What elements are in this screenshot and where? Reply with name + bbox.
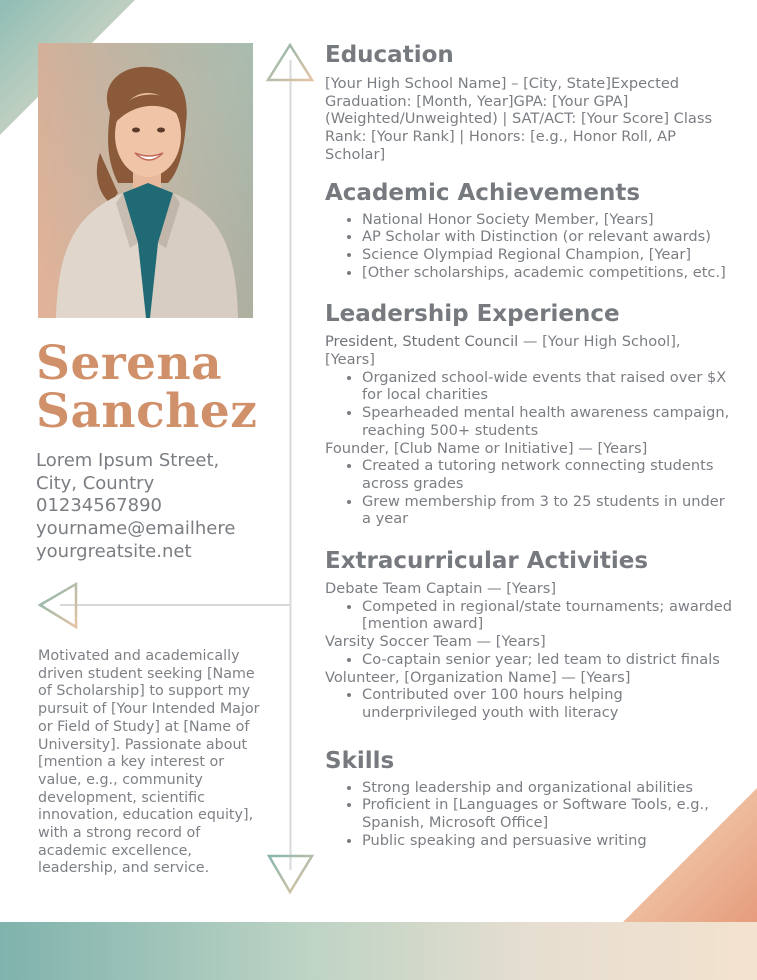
- skills-list: [325, 779, 735, 850]
- resume-content: [325, 40, 735, 850]
- list-item: • Contributed over 100 hours helping underprivileged youth with literacy: [362, 686, 735, 721]
- education-heading: Education: [325, 42, 454, 68]
- contact-address-line2: City, Country: [36, 472, 155, 494]
- contact-website: yourgreatsite.net: [36, 540, 192, 562]
- activity-1: Debate Team Captain — [Years]: [325, 580, 557, 598]
- portrait-image: [38, 43, 253, 318]
- list-item: • Grew membership from 3 to 25 students in under a year: [362, 493, 735, 528]
- contact-email: yourname@emailhere: [36, 518, 236, 540]
- contact-address-line1: Lorem Ipsum Street,: [36, 450, 220, 471]
- education-section: [325, 40, 735, 164]
- list-item: • AP Scholar with Distinction (or relevant awards): [362, 228, 735, 246]
- list-item: • Co-captain senior year; led team to district finals: [362, 651, 735, 669]
- leadership-role-2: Founder, [Club Name or Initiative] — [Years]: [325, 439, 648, 457]
- achievements-heading: Academic Achievements: [325, 179, 641, 206]
- education-text: [Your High School Name] – [City, State]Expected Graduation: [Month, Year]GPA: [Your GPA] (Weighted/Unweighted) | SAT/ACT: [Your Score] Class Rank: [Your Rank] | Honors: [e.g., Honor Roll, AP Scholar]: [325, 75, 713, 163]
- candidate-name: [36, 336, 276, 439]
- list-item: • Science Olympiad Regional Champion, [Year]: [362, 246, 735, 264]
- skills-section: [325, 746, 735, 850]
- last-name: Sanchez: [36, 384, 258, 439]
- achievements-list: [325, 211, 735, 282]
- list-item: • Spearheaded mental health awareness campaign, reaching 500+ students: [362, 404, 735, 439]
- leadership-role-1: [325, 333, 735, 368]
- activity-2: Varsity Soccer Team — [Years]: [325, 633, 546, 651]
- profile-summary: Motivated and academically driven student seeking [Name of Scholarship] to support my pursuit of [Your Intended Major or Field of Study] at [Name of University]. Passionate about [mention a key interest or value, e.g., community development, scientific innovation, education equity], with a strong record of academic excellence, leadership, and service.: [38, 648, 260, 877]
- list-item: • Organized school-wide events that raised over $X for local charities: [362, 369, 735, 404]
- role-title: President, Student Council: [325, 333, 519, 351]
- leadership-section: [325, 299, 735, 528]
- first-name: Serena: [36, 336, 223, 391]
- activity-3: Volunteer, [Organization Name] — [Years]: [325, 668, 631, 686]
- role-details: — [Your High School], [Years]: [325, 333, 681, 369]
- list-item: • Public speaking and persuasive writing: [362, 832, 735, 850]
- list-item: • National Honor Society Member, [Years]: [362, 211, 735, 229]
- list-item: • Proficient in [Languages or Software Tools, e.g., Spanish, Microsoft Office]: [362, 796, 735, 831]
- achievements-section: [325, 178, 735, 282]
- list-item: • Strong leadership and organizational abilities: [362, 779, 735, 797]
- profile-photo: [38, 43, 253, 318]
- contact-info: [36, 450, 276, 564]
- extracurricular-heading: Extracurricular Activities: [325, 548, 649, 575]
- list-item: • Created a tutoring network connecting students across grades: [362, 457, 735, 492]
- list-item: • Competed in regional/state tournaments; awarded [mention award]: [362, 598, 735, 633]
- list-item: • [Other scholarships, academic competitions, etc.]: [362, 264, 735, 282]
- extracurricular-section: [325, 546, 735, 722]
- contact-phone: 01234567890: [36, 495, 162, 517]
- leadership-role-1-list: [325, 369, 735, 440]
- leadership-role-2-list: [325, 457, 735, 528]
- activity-3-list: [325, 686, 735, 721]
- activity-1-list: [325, 598, 735, 633]
- activity-2-list: [325, 651, 735, 669]
- leadership-heading: Leadership Experience: [325, 301, 620, 328]
- skills-heading: Skills: [325, 747, 395, 774]
